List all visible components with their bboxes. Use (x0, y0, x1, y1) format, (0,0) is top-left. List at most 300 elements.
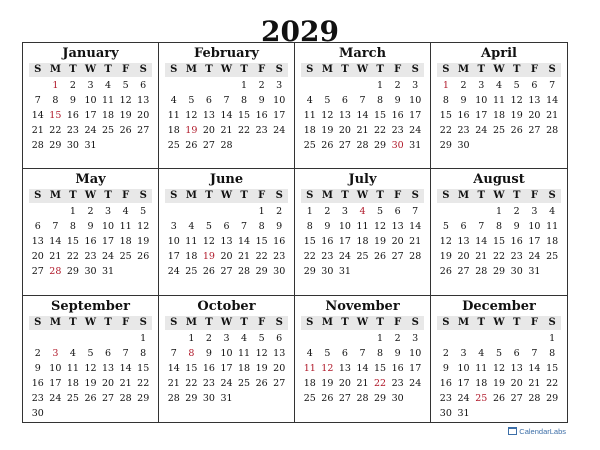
weekday-label: M (321, 316, 333, 328)
weekday-label: W (493, 316, 505, 328)
day-cell: 17 (409, 362, 422, 374)
weekday-label: T (477, 64, 485, 75)
day-cell: 11 (102, 95, 115, 106)
day-cell: 4 (69, 347, 76, 359)
day-cell: 25 (303, 392, 316, 404)
day-cell: 25 (119, 251, 132, 263)
weekday-label: T (104, 64, 112, 75)
day-cell: 18 (167, 125, 180, 136)
day-grid (165, 78, 288, 153)
day-cell: 15 (137, 362, 150, 374)
day-grid (437, 331, 561, 421)
day-cell: 6 (513, 347, 520, 359)
day-cell: 5 (205, 221, 212, 233)
day-cell: 27 (510, 392, 523, 404)
day-cell: 7 (549, 80, 556, 91)
weekday-label: W (493, 190, 505, 202)
day-cell: 10 (457, 362, 470, 374)
day-cell: 12 (84, 362, 97, 374)
day-cell: 3 (223, 332, 230, 344)
day-cell: 28 (31, 140, 44, 151)
day-cell: 22 (49, 125, 62, 136)
day-cell: 24 (220, 377, 233, 389)
blank-cell (354, 331, 372, 346)
day-cell: 18 (185, 251, 198, 263)
day-cell: 10 (49, 362, 62, 374)
day-cell: 23 (31, 392, 44, 404)
weekday-label: S (170, 190, 178, 202)
day-cell: 26 (321, 140, 334, 151)
day-cell: 31 (102, 266, 115, 278)
day-cell: 25 (303, 140, 316, 151)
day-cell: 26 (492, 392, 506, 404)
day-cell: 20 (137, 110, 150, 121)
weekday-label: S (170, 64, 178, 75)
day-cell: 3 (170, 221, 177, 233)
blank-cell (218, 204, 236, 219)
blank-cell (301, 331, 319, 346)
day-cell: 1 (140, 332, 147, 344)
weekday-label: T (341, 190, 349, 202)
day-cell: 1 (241, 80, 248, 91)
weekday-label: F (122, 64, 130, 75)
day-cell: 26 (510, 125, 523, 136)
weekday-label: S (442, 64, 450, 75)
day-cell: 12 (255, 347, 268, 359)
day-cell: 6 (341, 95, 348, 106)
day-cell: 8 (442, 95, 449, 106)
weekday-label: F (530, 316, 538, 328)
day-cell: 24 (528, 251, 541, 263)
weekday-label: T (341, 316, 349, 328)
blank-cell (526, 331, 544, 346)
day-cell: 14 (167, 362, 180, 374)
day-cell: 10 (475, 95, 488, 106)
day-cell: 21 (167, 377, 180, 389)
day-cell: 18 (356, 236, 369, 248)
blank-cell (200, 204, 218, 219)
day-cell: 7 (241, 221, 248, 233)
day-cell: 16 (321, 236, 334, 248)
day-cell: 18 (303, 377, 316, 389)
day-cell: 1 (188, 332, 195, 344)
weekday-label: S (548, 64, 556, 75)
day-cell: 4 (170, 95, 177, 106)
day-cell: 15 (546, 362, 559, 374)
year-title: 2029 (261, 15, 339, 48)
day-cell: 4 (306, 347, 313, 359)
weekday-label: W (356, 316, 369, 328)
day-cell: 22 (374, 125, 387, 136)
day-cell: 29 (255, 266, 268, 278)
day-cell: 9 (460, 95, 467, 106)
month-september (23, 296, 159, 422)
month-name: October (197, 298, 256, 314)
day-cell: 24 (49, 392, 62, 404)
weekday-label: S (34, 64, 42, 75)
day-cell: 4 (478, 347, 485, 359)
day-cell: 16 (439, 377, 452, 389)
day-cell: 13 (273, 347, 286, 359)
day-cell: 14 (528, 362, 541, 374)
day-cell: 11 (167, 110, 180, 121)
day-cell: 13 (220, 236, 233, 248)
day-cell: 2 (258, 80, 265, 91)
day-cell: 13 (391, 221, 404, 233)
day-cell: 14 (220, 110, 233, 121)
month-april (431, 43, 567, 169)
weekday-label: S (275, 190, 283, 202)
day-cell: 15 (374, 110, 387, 121)
day-cell: 29 (374, 140, 387, 151)
month-february (159, 43, 295, 169)
day-cell: 24 (167, 266, 180, 278)
weekday-label: S (34, 190, 42, 202)
blank-cell (218, 78, 236, 93)
day-cell: 9 (394, 347, 401, 359)
weekday-label: T (477, 316, 485, 328)
blank-cell (437, 331, 455, 346)
day-cell: 16 (457, 110, 470, 121)
day-cell: 19 (510, 110, 523, 121)
blank-cell (472, 204, 490, 219)
weekday-label: F (122, 190, 130, 202)
day-cell: 3 (531, 206, 538, 218)
weekday-label: S (139, 64, 147, 75)
day-cell: 16 (391, 362, 404, 374)
weekday-label: T (376, 64, 384, 75)
day-cell: 4 (241, 332, 248, 344)
day-cell: 30 (202, 392, 215, 404)
day-cell: 26 (439, 266, 452, 278)
weekday-label: F (530, 64, 538, 75)
day-cell: 11 (546, 221, 559, 233)
month-name: June (209, 172, 244, 188)
day-cell: 5 (324, 347, 331, 359)
weekday-label: S (548, 190, 556, 202)
day-cell: 10 (102, 221, 115, 233)
month-name: January (62, 46, 119, 61)
day-cell: 21 (49, 251, 62, 263)
day-cell: 8 (377, 95, 384, 106)
day-cell: 21 (475, 251, 488, 263)
day-grid (301, 331, 424, 406)
day-cell: 30 (66, 140, 79, 151)
weekday-label: T (69, 190, 77, 202)
day-cell: 9 (442, 362, 449, 374)
weekday-label: M (458, 64, 470, 75)
day-cell: 14 (238, 236, 251, 248)
day-cell: 11 (238, 347, 251, 359)
month-july (295, 169, 431, 295)
month-january (23, 43, 159, 169)
day-cell: 31 (409, 140, 422, 151)
blank-cell (47, 204, 65, 219)
blank-cell (165, 204, 183, 219)
day-cell: 11 (185, 236, 198, 248)
day-cell: 5 (377, 206, 384, 218)
day-cell: 25 (492, 125, 506, 136)
blank-cell (235, 204, 253, 219)
day-cell: 14 (475, 236, 488, 248)
blank-cell (165, 331, 183, 346)
day-cell: 14 (546, 95, 559, 106)
day-cell: 6 (460, 221, 467, 233)
day-cell: 10 (273, 95, 286, 106)
weekday-label: W (220, 316, 233, 328)
weekday-label: S (411, 316, 419, 328)
blank-cell (301, 78, 319, 93)
day-cell: 15 (185, 362, 198, 374)
day-cell: 18 (119, 236, 132, 248)
calendar-icon (508, 427, 517, 435)
day-cell: 17 (84, 110, 97, 121)
day-cell: 6 (531, 80, 538, 91)
day-cell: 3 (341, 206, 348, 218)
day-cell: 5 (122, 80, 129, 91)
day-cell: 17 (457, 377, 470, 389)
weekday-label: T (512, 64, 521, 75)
day-cell: 30 (439, 407, 452, 419)
day-cell: 12 (321, 362, 334, 374)
day-cell: 24 (457, 392, 470, 404)
weekday-label: T (104, 316, 112, 328)
day-cell: 24 (409, 377, 422, 389)
day-cell: 21 (220, 125, 233, 136)
day-cell: 7 (170, 347, 177, 359)
day-cell: 19 (492, 377, 506, 389)
day-cell: 12 (492, 362, 506, 374)
day-cell: 20 (102, 377, 115, 389)
day-cell: 25 (102, 125, 115, 136)
weekday-label: T (477, 190, 485, 202)
day-cell: 3 (478, 80, 485, 91)
weekday-label: T (69, 316, 77, 328)
day-cell: 1 (52, 80, 59, 91)
day-cell: 20 (457, 251, 470, 263)
day-cell: 16 (510, 236, 523, 248)
day-cell: 17 (220, 362, 233, 374)
day-cell: 23 (391, 377, 404, 389)
day-cell: 27 (31, 266, 44, 278)
weekday-label: W (84, 316, 97, 328)
day-cell: 22 (439, 125, 452, 136)
blank-cell (455, 331, 473, 346)
weekday-header (165, 316, 288, 330)
day-cell: 9 (258, 95, 265, 106)
day-cell: 18 (475, 377, 488, 389)
day-cell: 23 (202, 377, 215, 389)
day-cell: 12 (202, 236, 215, 248)
day-cell: 21 (119, 377, 132, 389)
day-cell: 6 (34, 221, 41, 233)
day-cell: 23 (457, 125, 470, 136)
day-cell: 17 (102, 236, 115, 248)
day-cell: 14 (356, 362, 369, 374)
day-cell: 25 (475, 392, 488, 404)
day-cell: 20 (528, 110, 541, 121)
day-cell: 26 (137, 251, 150, 263)
day-cell: 3 (412, 80, 419, 91)
day-cell: 4 (495, 80, 503, 91)
weekday-label: M (185, 64, 197, 75)
day-cell: 26 (185, 140, 198, 151)
day-cell: 16 (255, 110, 268, 121)
day-cell: 27 (273, 377, 286, 389)
month-name: December (462, 298, 536, 314)
weekday-label: M (49, 190, 61, 202)
day-cell: 7 (52, 221, 59, 233)
weekday-label: T (205, 190, 213, 202)
weekday-label: T (240, 316, 248, 328)
month-august (431, 169, 567, 295)
weekday-label: W (220, 64, 233, 75)
day-cell: 20 (220, 251, 233, 263)
day-cell: 9 (205, 347, 212, 359)
day-cell: 12 (185, 110, 198, 121)
day-cell: 10 (409, 95, 422, 106)
weekday-header (165, 63, 288, 77)
day-cell: 16 (202, 362, 215, 374)
day-cell: 29 (66, 266, 79, 278)
day-cell: 28 (528, 392, 541, 404)
blank-cell (200, 78, 218, 93)
day-cell: 15 (492, 236, 506, 248)
weekday-label: F (530, 190, 538, 202)
day-cell: 11 (475, 362, 488, 374)
weekday-label: M (458, 316, 470, 328)
day-grid (165, 331, 288, 406)
day-cell: 4 (188, 221, 195, 233)
weekday-label: S (275, 316, 283, 328)
day-cell: 29 (49, 140, 62, 151)
day-cell: 25 (356, 251, 369, 263)
day-cell: 5 (513, 80, 520, 91)
weekday-label: T (205, 316, 213, 328)
day-cell: 24 (475, 125, 488, 136)
day-grid (437, 204, 561, 279)
day-cell: 5 (140, 206, 147, 218)
day-cell: 28 (238, 266, 251, 278)
day-cell: 19 (321, 377, 334, 389)
weekday-label: W (220, 190, 233, 202)
day-cell: 28 (356, 140, 369, 151)
day-cell: 6 (140, 80, 147, 91)
weekday-label: T (376, 316, 384, 328)
day-cell: 14 (409, 221, 422, 233)
day-cell: 7 (412, 206, 419, 218)
weekday-label: F (394, 316, 402, 328)
day-cell: 2 (394, 80, 401, 91)
day-cell: 7 (34, 95, 41, 106)
day-cell: 25 (238, 377, 251, 389)
weekday-header (165, 189, 288, 203)
day-cell: 23 (439, 392, 452, 404)
weekday-label: T (240, 64, 248, 75)
weekday-label: F (258, 190, 266, 202)
day-grid (29, 204, 152, 279)
day-cell: 7 (531, 347, 538, 359)
weekday-label: F (122, 316, 130, 328)
day-cell: 6 (223, 221, 230, 233)
day-cell: 13 (338, 362, 351, 374)
weekday-label: S (306, 190, 314, 202)
brand-name: CalendarLabs (519, 426, 566, 436)
day-cell: 29 (185, 392, 198, 404)
day-cell: 20 (338, 125, 351, 136)
day-cell: 24 (273, 125, 286, 136)
day-grid (301, 204, 424, 279)
day-cell: 15 (238, 110, 251, 121)
month-november (295, 296, 431, 422)
day-cell: 10 (167, 236, 180, 248)
day-cell: 17 (273, 110, 286, 121)
day-cell: 16 (391, 110, 404, 121)
weekday-label: M (185, 190, 197, 202)
day-cell: 3 (412, 332, 419, 344)
day-cell: 5 (87, 347, 94, 359)
day-cell: 15 (439, 110, 452, 121)
day-cell: 26 (321, 392, 334, 404)
month-june (159, 169, 295, 295)
day-cell: 3 (460, 347, 467, 359)
weekday-header (301, 63, 424, 77)
day-cell: 18 (66, 377, 79, 389)
day-cell: 11 (492, 95, 506, 106)
blank-cell (472, 331, 490, 346)
day-cell: 24 (338, 251, 351, 263)
day-cell: 24 (102, 251, 115, 263)
day-cell: 21 (356, 377, 369, 389)
day-cell: 11 (303, 110, 316, 121)
day-cell: 4 (122, 206, 129, 218)
day-cell: 29 (303, 266, 316, 278)
weekday-label: M (321, 190, 333, 202)
day-cell: 24 (409, 125, 422, 136)
day-cell: 13 (102, 362, 115, 374)
day-cell: 7 (122, 347, 129, 359)
day-cell: 5 (324, 95, 331, 106)
day-cell: 30 (510, 266, 523, 278)
day-cell: 13 (528, 95, 541, 106)
day-cell: 9 (34, 362, 41, 374)
weekday-label: M (185, 316, 197, 328)
blank-cell (29, 331, 47, 346)
day-cell: 11 (303, 362, 316, 374)
day-cell: 23 (321, 251, 334, 263)
blank-cell (455, 204, 473, 219)
weekday-label: T (104, 190, 112, 202)
day-cell: 3 (87, 80, 94, 91)
day-cell: 19 (185, 125, 198, 136)
day-cell: 5 (495, 347, 503, 359)
day-cell: 31 (84, 140, 97, 151)
day-cell: 8 (140, 347, 147, 359)
day-cell: 1 (495, 206, 503, 218)
day-cell: 13 (510, 362, 523, 374)
day-cell: 19 (119, 110, 132, 121)
day-cell: 6 (394, 206, 401, 218)
weekday-label: M (49, 64, 61, 75)
day-grid (301, 78, 424, 153)
day-cell: 20 (31, 251, 44, 263)
day-cell: 22 (492, 251, 506, 263)
day-cell: 7 (359, 347, 366, 359)
day-cell: 29 (439, 140, 452, 151)
day-cell: 24 (84, 125, 97, 136)
day-cell: 17 (475, 110, 488, 121)
day-cell: 5 (442, 221, 449, 233)
